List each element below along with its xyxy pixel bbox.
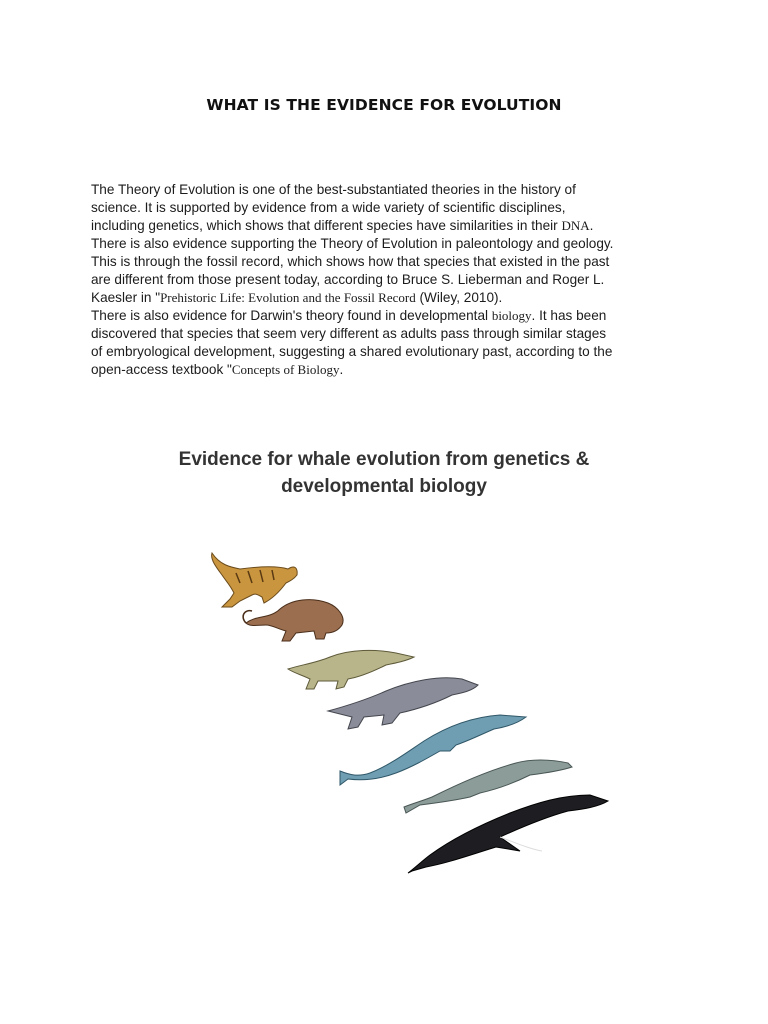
paragraph-text: including genetics, which shows that different species have similarities in their bbox=[91, 218, 562, 233]
paragraph-text: . bbox=[589, 218, 594, 233]
paragraph-line: are different from those present today, according to Bruce S. Lieberman and Roger L. bbox=[91, 272, 605, 287]
paragraph-text: (Wiley, 2010). bbox=[415, 290, 503, 305]
humpback-whale-icon bbox=[408, 795, 608, 873]
paragraph-text: . It has been bbox=[531, 308, 607, 323]
whale-evolution-illustration bbox=[200, 545, 620, 880]
walking-whale-icon bbox=[328, 678, 478, 729]
book-title: Prehistoric Life: Evolution and the Fossil Record bbox=[160, 290, 416, 305]
paragraph-line: This is through the fossil record, which shows how that species that existed in the past bbox=[91, 254, 610, 269]
dna-term: DNA bbox=[561, 218, 590, 233]
paragraph-line: science. It is supported by evidence from a wide variety of scientific disciplines, bbox=[91, 200, 566, 215]
paragraph-line bbox=[91, 307, 681, 325]
paragraph-line bbox=[91, 361, 681, 379]
tiger-like-ancestor-icon bbox=[212, 553, 298, 607]
paragraph-line: discovered that species that seem very different as adults pass through similar stages bbox=[91, 326, 607, 341]
paragraph-text: Kaesler in " bbox=[91, 290, 161, 305]
textbook-title: Concepts of Biology bbox=[231, 362, 340, 377]
rodent-like-ancestor-icon bbox=[243, 600, 343, 641]
figure-caption-line: developmental biology bbox=[281, 476, 487, 497]
document-title: WHAT IS THE EVIDENCE FOR EVOLUTION bbox=[206, 96, 562, 114]
body-paragraph bbox=[91, 181, 681, 379]
figure-caption-line: Evidence for whale evolution from genetics & bbox=[178, 449, 590, 470]
paragraph-line: of embryological development, suggesting a shared evolutionary past, according to the bbox=[91, 344, 613, 359]
paragraph-line bbox=[91, 217, 681, 235]
paragraph-line: The Theory of Evolution is one of the best-substantiated theories in the history of bbox=[91, 182, 576, 197]
paragraph-line bbox=[91, 289, 681, 307]
biology-term: biology bbox=[491, 308, 532, 323]
paragraph-text: open-access textbook " bbox=[91, 362, 232, 377]
whale-evolution-svg bbox=[200, 545, 620, 880]
early-whale-ancestor-icon bbox=[288, 650, 414, 689]
paragraph-text: . bbox=[339, 362, 344, 377]
figure-caption bbox=[0, 446, 768, 500]
paragraph-text: There is also evidence for Darwin's theory found in developmental bbox=[91, 308, 492, 323]
paragraph-line: There is also evidence supporting the Theory of Evolution in paleontology and geology. bbox=[91, 236, 614, 251]
